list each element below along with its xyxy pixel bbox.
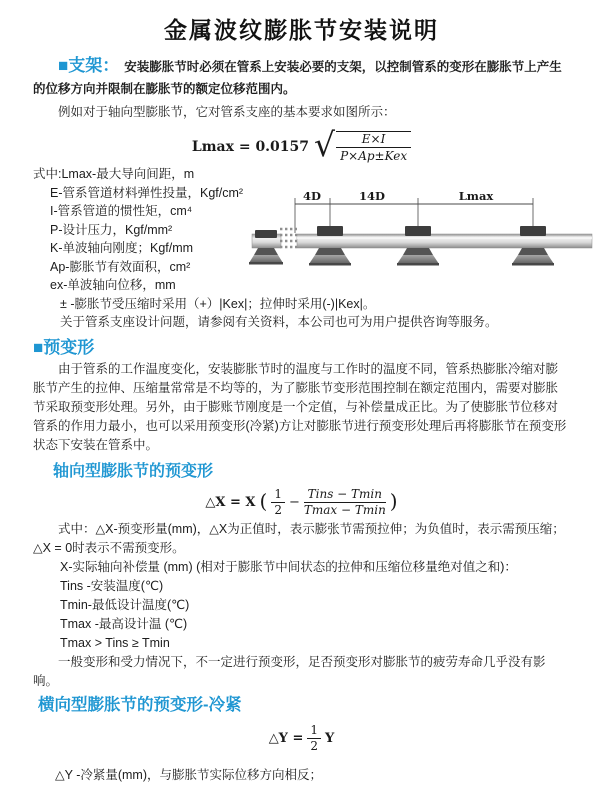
definition-line: ex-单波轴向位移，mm [50, 278, 176, 292]
bellows-icon [280, 229, 297, 247]
half-fraction [307, 723, 321, 754]
lateral-subsection-heading: 横向型膨胀节的预变形-冷紧 [38, 695, 242, 714]
note-line: Tmin-最低设计温度(℃) [60, 597, 190, 612]
formula-lhs: △X = X [205, 494, 256, 510]
support-intro-paragraph [33, 55, 570, 100]
definition-line: K-单波轴向刚度；Kgf/mm [50, 241, 194, 255]
fraction-numerator: E×I [336, 132, 411, 148]
section-marker-icon: ■ [33, 337, 44, 357]
lateral-note-line: △Y -冷紧量(mm)，与膨胀节实际位移方向相反； [55, 767, 323, 782]
formula-lhs: △Y = [268, 730, 304, 746]
support-section-heading: 支架： [68, 56, 120, 75]
definition-line: ± -膨胀节受压缩时采用（+）|Kex|；拉伸时采用(-)|Kex|。 [60, 296, 376, 311]
definition-line: Ap-膨胀节有效面积，cm² [50, 259, 191, 274]
pipe-support-diagram [250, 189, 598, 291]
definition-line: P-设计压力，Kgf/mm² [50, 222, 173, 237]
note-line: X-实际轴向补偿量 (mm) (相对于膨胀节中间状态的拉伸和压缩位移量绝对值之和)： [60, 559, 517, 574]
preform-section-heading [33, 337, 570, 359]
fraction-numerator: 1 [307, 723, 321, 739]
formula-rhs: Y [325, 730, 335, 746]
fraction-denominator: Tmax − Tmin [303, 502, 386, 517]
note-line: 式中：△X-预变形量(mm)，△X为正值时，表示膨张节需预拉伸；为负值时，表示需预压缩；△X = 0时表示不需预变形。 [33, 521, 565, 555]
pipe-main [297, 234, 592, 248]
definition-line: I-管系管道的惯性矩，cm⁴ [50, 204, 193, 218]
preform-heading-text: 预变形 [43, 337, 95, 357]
fraction-denominator: 2 [310, 738, 319, 753]
note-line: Tmax > Tins ≥ Tmin [60, 635, 170, 650]
fraction-numerator: Tins − Tmin [304, 487, 386, 503]
half-fraction [271, 487, 285, 518]
definition-line: E-管系管道材料弹性投量，Kgf/cm² [50, 185, 244, 200]
note-line: Tmax -最高设计温 (℃) [60, 616, 188, 631]
guide-spacing-formula [33, 125, 570, 164]
definition-line: 式中:Lmax-最大导向间距，m [33, 167, 195, 181]
page-title: 金属波纹膨胀节安装说明 [164, 17, 439, 43]
pipe-highlight [297, 237, 592, 240]
fraction-denominator: 2 [274, 502, 282, 517]
dim-label-lmax: Lmax [458, 189, 494, 203]
formula-fraction [336, 131, 411, 163]
lateral-preform-formula [33, 723, 570, 754]
fraction-denominator: P×Ap±Kex [340, 148, 408, 163]
dim-label-14d: 14D [359, 189, 385, 203]
dimension-labels [303, 189, 493, 203]
section-marker-icon: ■ [58, 56, 69, 75]
sqrt-radical-icon: √ [314, 125, 336, 164]
temperature-fraction [304, 487, 386, 518]
formula-lhs: Lmax = 0.0157 [191, 138, 310, 155]
pipe-diagram-svg [250, 189, 598, 291]
axial-notes-list [33, 520, 570, 691]
open-paren: ( [259, 489, 268, 513]
axial-preform-formula [33, 487, 570, 518]
note-line: 一般变形和受力情况下，不一定进行预变形，足否预变形对膨胀节的疲劳寿命几乎没有影响。 [33, 654, 546, 688]
preform-body-paragraph: 由于管系的工作温度变化，安装膨胀节时的温度与工作时的温度不同，管系热膨胀冷缩对膨胀节产生的拉伸、压缩量常常是不均等的，为了膨胀节变形范围控制在额定范围内，需要对膨胀节采取预变形处理。另外，由于膨账节刚度是一个定值，与补偿量成正比。为了使膨胀节位移对管系的作用力最小，也可以采用预变形(冷紧)方让对膨胀节进行预变形处理后再将膨胀节在预变形状态下安装在管系中。 [33, 361, 567, 452]
support-intro-text: 安装膨胀节时必须在管系上安装必要的支架，以控制管系的变形在膨胀节上产生的位移方向并限制在膨胀节的额定位移范围内。 [33, 60, 562, 96]
close-paren: ) [389, 489, 398, 513]
minus-sign: − [288, 494, 300, 510]
note-line: Tins -安装温度(℃) [60, 578, 164, 593]
axial-subsection-heading: 轴向型膨胀节的预变形 [53, 462, 214, 480]
fraction-numerator: 1 [271, 487, 285, 503]
definition-line: 关于管系支座设计问题，请参阅有关资料，本公司也可为用户提供咨询等服务。 [60, 315, 498, 329]
dim-label-4d: 4D [303, 189, 321, 203]
support-example-line: 例如对于轴向型膨胀节，它对管系支座的基本要求如图所示： [58, 105, 396, 119]
